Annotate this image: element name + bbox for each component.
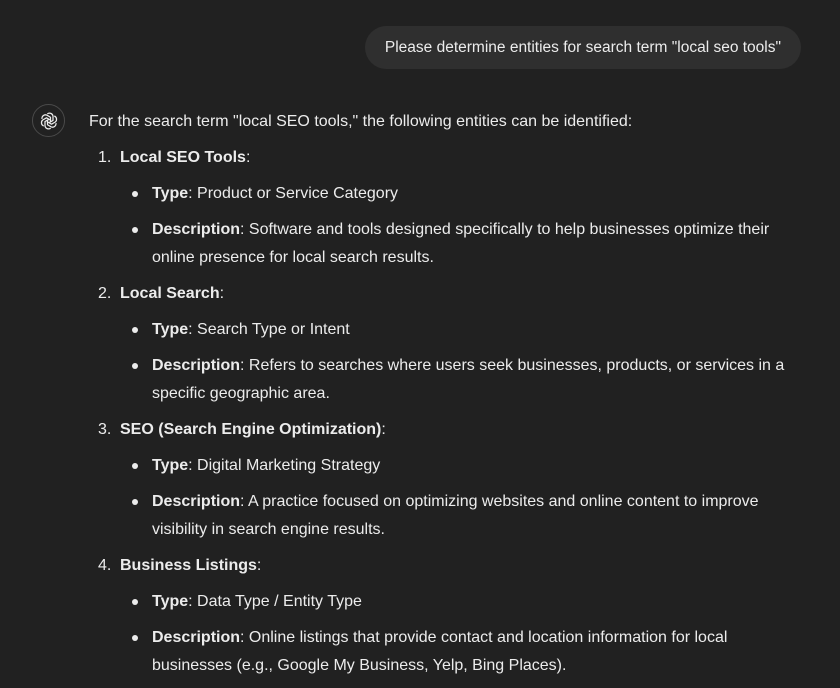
entity-type (120, 316, 789, 344)
entity-number: 1. (98, 149, 112, 166)
assistant-avatar (32, 104, 65, 137)
assistant-message (89, 108, 789, 688)
entity-title: Local SEO Tools (120, 149, 246, 166)
entity-description (120, 624, 789, 680)
entity-item: 4. Business Listings: Type: Data Type / Entity Type Description: Online listings that provide contact and location information for local businesses (e.g., Google My Business, Yelp, Bing Places). (89, 552, 789, 680)
type-value: : Product or Service Category (188, 185, 399, 202)
description-value: : Refers to searches where users seek businesses, products, or services in a specific geographic area. (152, 357, 785, 402)
assistant-intro: For the search term "local SEO tools," the following entities can be identified: (89, 113, 633, 130)
entity-title: Business Listings (120, 557, 257, 574)
description-value: : A practice focused on optimizing websites and online content to improve visibility in search engine results. (152, 493, 759, 538)
entity-item: 2. Local Search: Type: Search Type or Intent Description: Refers to searches where users seek businesses, products, or services in a specific geographic area. (89, 280, 789, 408)
entity-number: 2. (98, 285, 112, 302)
entity-description (120, 216, 789, 272)
entity-type (120, 452, 789, 480)
type-label: Type (152, 321, 189, 338)
type-value: : Data Type / Entity Type (188, 593, 362, 610)
description-label: Description (152, 357, 241, 374)
description-label: Description (152, 493, 241, 510)
user-message-bubble: Please determine entities for search term "local seo tools" (365, 26, 801, 69)
description-label: Description (152, 221, 241, 238)
openai-logo-icon (39, 111, 59, 131)
entity-properties (120, 316, 789, 408)
entity-item: 1. Local SEO Tools: Type: Product or Service Category Description: Software and tools designed specifically to help businesses optimize their online presence for local search results. (89, 144, 789, 272)
entity-list (89, 144, 789, 680)
entity-description (120, 488, 789, 544)
type-label: Type (152, 593, 189, 610)
type-value: : Search Type or Intent (188, 321, 350, 338)
entity-properties (120, 180, 789, 272)
description-value: : Software and tools designed specifically to help businesses optimize their online presence for local search results. (152, 221, 770, 266)
entity-number: 3. (98, 421, 112, 438)
entity-item: 3. SEO (Search Engine Optimization): Type: Digital Marketing Strategy Description: A practice focused on optimizing websites and online content to improve visibility in search engine results. (89, 416, 789, 544)
description-label: Description (152, 629, 241, 646)
entity-properties (120, 588, 789, 680)
type-label: Type (152, 185, 189, 202)
entity-type (120, 180, 789, 208)
entity-type (120, 588, 789, 616)
description-value: : Online listings that provide contact and location information for local businesses (e.g., Google My Business, Yelp, Bing Places). (152, 629, 728, 674)
type-label: Type (152, 457, 189, 474)
type-value: : Digital Marketing Strategy (188, 457, 381, 474)
entity-title: SEO (Search Engine Optimization) (120, 421, 382, 438)
entity-title: Local Search (120, 285, 220, 302)
user-message (365, 26, 801, 69)
entity-properties (120, 452, 789, 544)
entity-number: 4. (98, 557, 112, 574)
entity-description (120, 352, 789, 408)
